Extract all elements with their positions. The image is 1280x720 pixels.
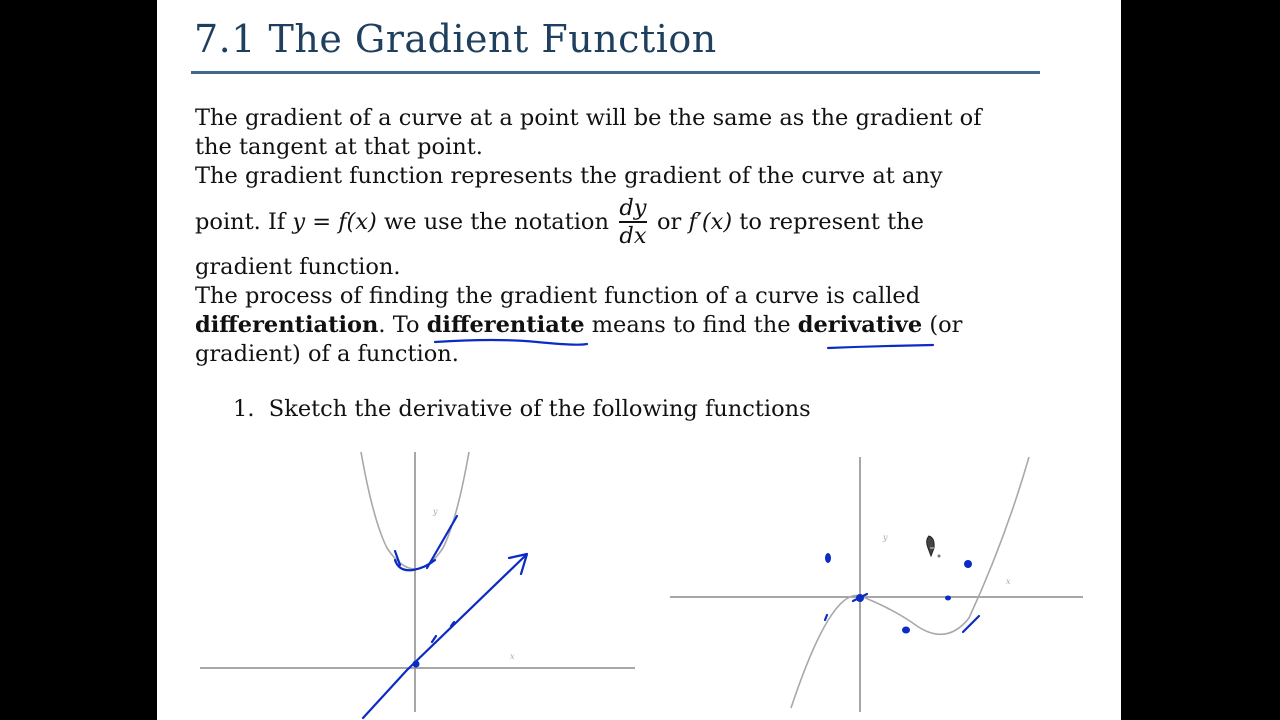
text-to-represent: to represent the — [739, 208, 924, 235]
ink-dot-3 — [902, 627, 910, 634]
graph2-y-label: y — [883, 533, 888, 542]
term-differentiation: differentiation — [195, 312, 379, 338]
paragraph-1-line-1: The gradient of a curve at a point will be the same as the gradient of — [195, 105, 982, 131]
paragraph-3-line-3: gradient) of a function. — [195, 341, 459, 367]
ink-dot-2 — [964, 560, 972, 568]
text-or-paren: (or — [929, 312, 963, 338]
text-we-use: we use the notation — [383, 208, 609, 235]
ink-tangent-right — [963, 616, 979, 632]
page-title: 7.1 The Gradient Function — [194, 17, 717, 61]
graph-cubic — [157, 0, 1121, 720]
graph1-y-label: y — [433, 507, 438, 516]
math-y-equals-fx: y = f(x) — [292, 208, 377, 235]
text-to: . To — [378, 312, 420, 338]
paragraph-2-line-3: gradient function. — [195, 254, 401, 280]
term-derivative: derivative — [797, 312, 923, 338]
text-means-to-find: means to find the — [591, 312, 791, 338]
graph1-x-label: x — [510, 652, 515, 661]
fraction-numerator: dy — [619, 195, 647, 222]
graph2-x-label: x — [1006, 577, 1011, 586]
slide — [157, 0, 1121, 720]
question-text: Sketch the derivative of the following functions — [268, 396, 811, 422]
term-differentiate: differentiate — [426, 312, 585, 338]
fraction-denominator: dx — [619, 222, 647, 249]
paragraph-2-line-1: The gradient function represents the gradient of the curve at any — [195, 163, 943, 189]
text-point-if: point. If — [195, 208, 286, 235]
text-or: or — [656, 208, 682, 235]
ink-dot-4 — [945, 596, 951, 601]
question-number: 1. — [233, 396, 255, 422]
ink-dot-1 — [825, 553, 831, 563]
ink-tick-left — [825, 615, 827, 620]
graph2-cubic-curve — [791, 457, 1029, 708]
paragraph-3-line-1: The process of finding the gradient function of a curve is called — [195, 283, 921, 309]
paragraph-1-line-2: the tangent at that point. — [195, 134, 483, 160]
math-f-prime-x: f′(x) — [688, 208, 733, 235]
pen-icon — [923, 534, 945, 560]
